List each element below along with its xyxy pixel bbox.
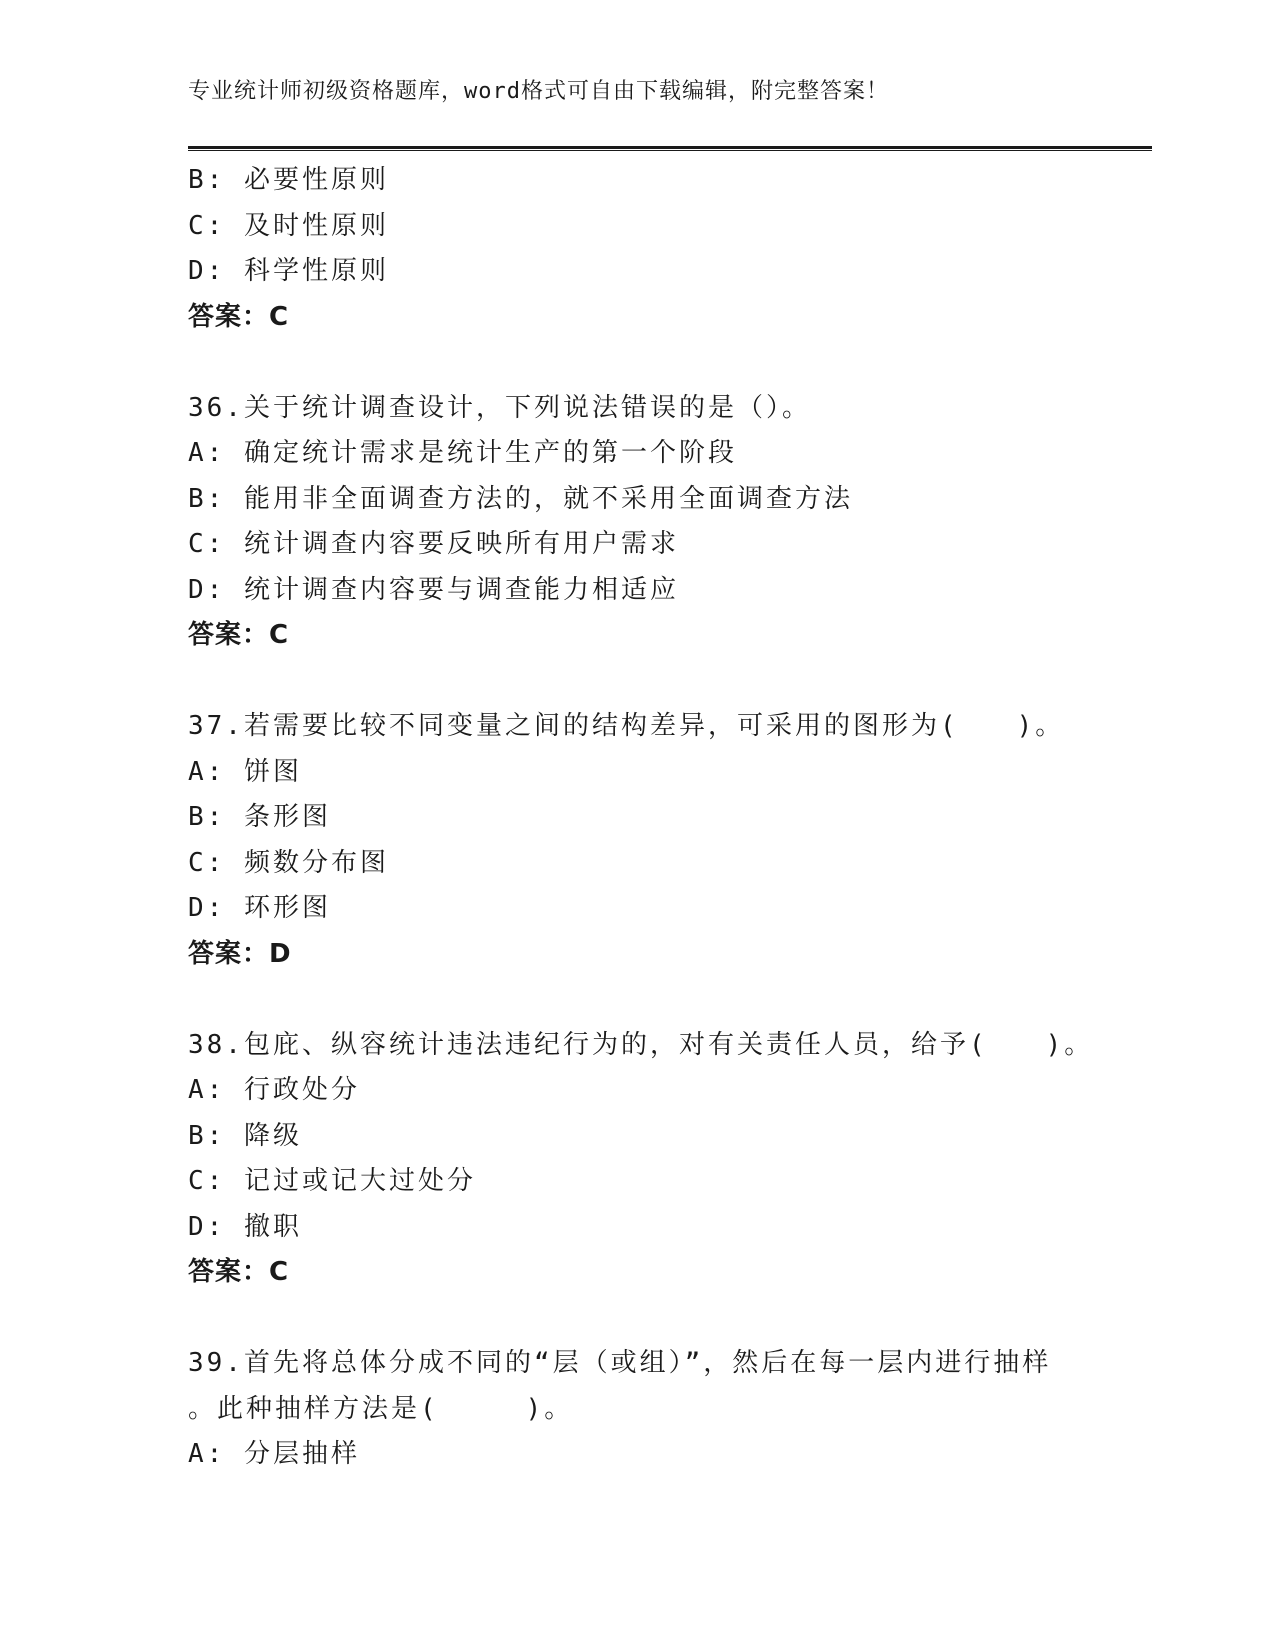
question-stem-continued: 。此种抽样方法是( )。 xyxy=(188,1393,574,1424)
option-a: A: 确定统计需求是统计生产的第一个阶段 xyxy=(188,438,737,468)
option-a: A: 分层抽样 xyxy=(188,1439,360,1469)
option-d: D: 环形图 xyxy=(188,893,331,923)
option-b: B: 能用非全面调查方法的，就不采用全面调查方法 xyxy=(188,483,853,514)
option-c: C: 记过或记大过处分 xyxy=(188,1166,476,1196)
question-36 xyxy=(188,386,1152,659)
answer: 答案：C xyxy=(188,620,290,650)
answer: 答案：D xyxy=(188,938,292,969)
option-b: B: 条形图 xyxy=(188,802,331,832)
option-b: B: 降级 xyxy=(188,1120,302,1151)
document-body xyxy=(188,158,1152,1478)
option-b: B: 必要性原则 xyxy=(188,165,389,195)
answer: 答案：C xyxy=(188,1257,290,1287)
option-c: C: 及时性原则 xyxy=(188,210,389,241)
question-38 xyxy=(188,1023,1152,1296)
question-continued xyxy=(188,158,1152,340)
question-37 xyxy=(188,704,1152,977)
option-d: D: 科学性原则 xyxy=(188,256,389,286)
option-d: D: 撤职 xyxy=(188,1211,302,1242)
option-c: C: 统计调查内容要反映所有用户需求 xyxy=(188,529,679,559)
question-stem: 38.包庇、纵容统计违法违纪行为的，对有关责任人员，给予( )。 xyxy=(188,1029,1094,1060)
question-stem: 37.若需要比较不同变量之间的结构差异，可采用的图形为( )。 xyxy=(188,711,1065,741)
header-rule xyxy=(188,146,1152,151)
question-stem: 36.关于统计调查设计，下列说法错误的是（）。 xyxy=(188,392,811,423)
page-header: 专业统计师初级资格题库，word格式可自由下载编辑，附完整答案！ xyxy=(188,79,889,104)
answer: 答案：C xyxy=(188,301,290,332)
option-a: A: 行政处分 xyxy=(188,1075,360,1105)
option-d: D: 统计调查内容要与调查能力相适应 xyxy=(188,574,679,605)
question-stem: 39.首先将总体分成不同的“层（或组）”，然后在每一层内进行抽样 xyxy=(188,1348,1052,1378)
question-39 xyxy=(188,1341,1152,1478)
option-a: A: 饼图 xyxy=(188,756,302,787)
option-c: C: 频数分布图 xyxy=(188,847,389,878)
